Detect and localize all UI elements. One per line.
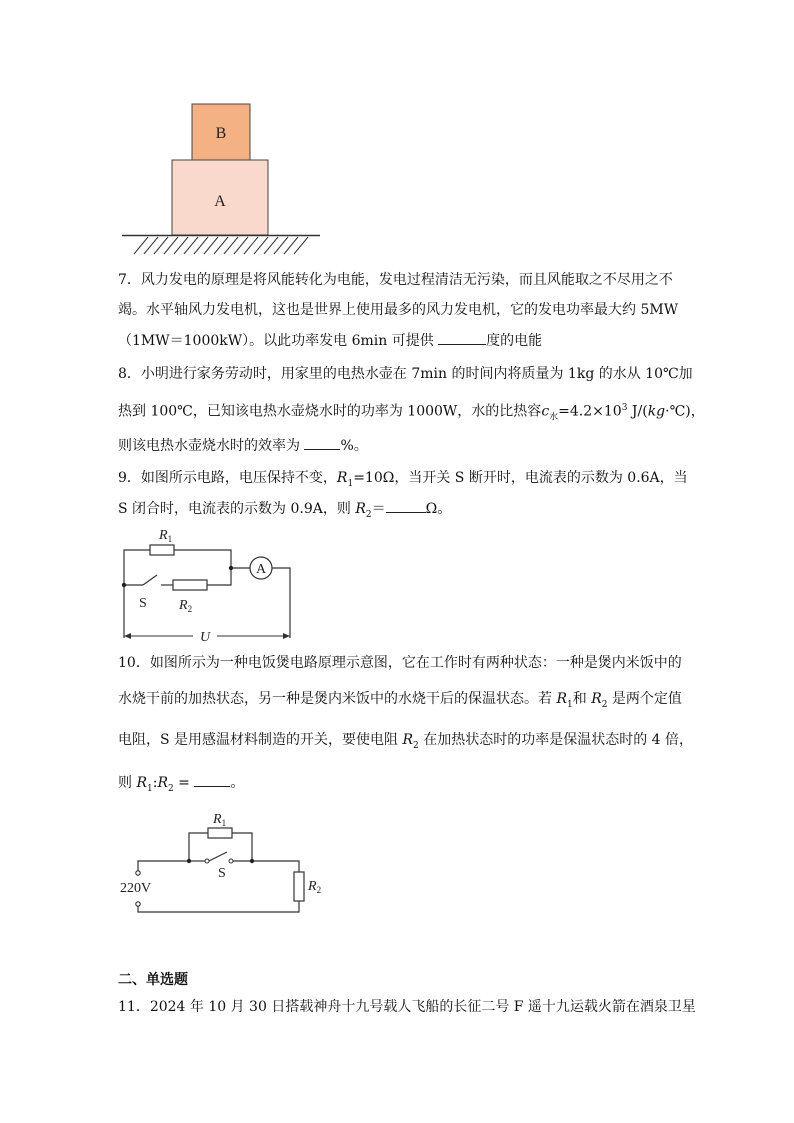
q9-line-1-tail: =10Ω，当开关 S 断开时，电流表的示数为 0.6A，当 (353, 470, 688, 486)
specific-heat-value: =4.2×10 (558, 403, 622, 420)
q9-resistor-r2 (173, 580, 207, 590)
q9-resistor-r1 (150, 545, 174, 555)
q9-circuit-diagram (115, 522, 305, 647)
q9-voltage-label: U (199, 630, 211, 645)
q10-voltage-label: 220V (120, 881, 152, 896)
q10-ratio-r2-sub: 2 (168, 783, 174, 794)
q8-answer-blank[interactable] (304, 436, 340, 450)
block-b-label: B (215, 125, 227, 142)
q7-line-3-tail: 度的电能 (486, 333, 543, 349)
q7-line-1: 7．风力发电的原理是将风能转化为电能，发电过程清洁无污染，而且风能取之不尽用之不 (118, 272, 673, 288)
q10-line-3-text: 电阻，S 是用感温材料制造的开关，要使电阻 (118, 732, 403, 748)
q10-line-3 (118, 731, 693, 755)
q9-r2-symbol: R (355, 501, 366, 517)
q10-r1-label: $R_1$ (213, 812, 227, 828)
q10-resistor-r2 (294, 872, 304, 901)
q10-line-4-tail: 。 (230, 775, 245, 791)
q10-line-2-r1-sub: 1 (567, 699, 573, 710)
specific-heat-subscript: 水 (549, 412, 559, 423)
q10-line-2-r1: R (556, 691, 567, 707)
q9-voltage-arrow-right (283, 633, 290, 639)
q10-line-3-r2-sub: 2 (413, 740, 419, 751)
q10-line-2-r2-sub: 2 (601, 699, 608, 710)
q10-line-2-tail: 是两个定值 (607, 691, 682, 707)
q9-line-1 (118, 469, 688, 493)
q10-ratio-r1: R (136, 775, 147, 791)
q10-terminal-bottom (136, 902, 140, 906)
q11-line-1: 11．2024 年 10 月 30 日搭载神舟十九号载人飞船的长征二号 F 遥十九运载火箭在酒泉卫星 (118, 999, 696, 1015)
q10-circuit-diagram (115, 808, 330, 920)
q9-node-right (229, 566, 233, 570)
q7-line-2: 竭。水平轴风力发电机，这也是世界上使用最多的风力发电机，它的发电功率最大约 5MW (118, 302, 679, 318)
section-heading-single-choice: 二、单选题 (118, 972, 188, 988)
q8-line-1: 8．小明进行家务劳动时，用家里的电热水壶在 7min 的时间内将质量为 1kg 的水从 10℃加 (118, 366, 693, 382)
q10-ratio-colon: : (152, 775, 158, 791)
q10-line-4 (118, 773, 244, 798)
q9-ammeter-label: A (255, 562, 267, 577)
q10-equals: = (173, 775, 195, 791)
q10-line-3-tail: 在加热状态时的功率是保温状态时的 4 倍， (418, 732, 694, 748)
q10-node-right (250, 859, 254, 863)
block-a-label: A (214, 193, 226, 210)
q9-equals: ＝ (371, 501, 386, 517)
q10-line-1: 10．如图所示为一种电饭煲电路原理示意图，它在工作时有两种状态：一种是煲内米饭中的 (118, 655, 682, 671)
q10-line-4-text: 则 (118, 775, 137, 791)
q10-switch-contact-right (229, 859, 233, 863)
specific-heat-unit-b: ·℃)， (665, 403, 705, 420)
q10-line-2-and: 和 (572, 691, 592, 707)
q9-voltage-arrow-left (124, 633, 131, 639)
q9-line-2-tail: Ω。 (425, 501, 452, 517)
q10-line-3-r2: R (402, 732, 414, 748)
q10-ratio-r2: R (157, 775, 168, 791)
q9-r1-label: $R_1$ (159, 528, 173, 544)
q10-ratio-r1-sub: 1 (147, 783, 153, 794)
q10-line-2-text: 水烧干前的加热状态，另一种是煲内米饭中的水烧干后的保温状态。若 (118, 691, 557, 707)
q9-node-left (122, 583, 126, 587)
q9-r1-symbol: R (336, 470, 348, 486)
q10-terminal-top (136, 871, 140, 875)
q7-line-3-text: （1MW＝1000kW）。以此功率发电 6min 可提供 (118, 333, 439, 349)
q9-answer-blank[interactable] (386, 499, 426, 513)
q10-r2-label: $R_2$ (308, 879, 322, 895)
q9-r2-label: $R_2$ (179, 598, 193, 614)
specific-heat-unit-kg: kg (647, 403, 666, 420)
q9-line-2 (118, 499, 451, 524)
q9-switch-label: S (139, 596, 147, 611)
q8-line-2 (118, 399, 705, 426)
q10-switch-label: S (218, 866, 226, 881)
q8-line-3-tail: %。 (340, 438, 368, 454)
q7-line-3 (118, 331, 542, 350)
q10-resistor-r1 (208, 828, 232, 838)
q10-switch-contact-left (205, 859, 209, 863)
specific-heat-symbol: c (541, 403, 550, 420)
q10-answer-blank[interactable] (194, 773, 230, 787)
q8-line-3 (118, 436, 368, 455)
ground-hatching (134, 237, 308, 254)
q10-line-2-r2: R (591, 691, 602, 707)
specific-heat-exponent: 3 (621, 403, 628, 413)
q8-line-3-text: 则该电热水壶烧水时的效率为 (118, 438, 305, 454)
q9-line-1-text: 9．如图所示电路，电压保持不变， (118, 470, 337, 486)
q9-r1-subscript: 1 (347, 478, 354, 489)
q7-answer-blank[interactable] (438, 331, 486, 345)
specific-heat-unit-a: J/( (627, 403, 648, 420)
q10-node-left (187, 859, 191, 863)
q9-r2-subscript: 2 (365, 509, 372, 520)
q10-line-2 (118, 690, 682, 714)
q9-line-2-text: S 闭合时，电流表的示数为 0.9A，则 (118, 501, 356, 517)
q8-line-2-text: 热到 100℃，已知该电热水壶烧水时的功率为 1000W，水的比热容 (118, 403, 542, 420)
stacked-blocks-figure (118, 98, 328, 258)
